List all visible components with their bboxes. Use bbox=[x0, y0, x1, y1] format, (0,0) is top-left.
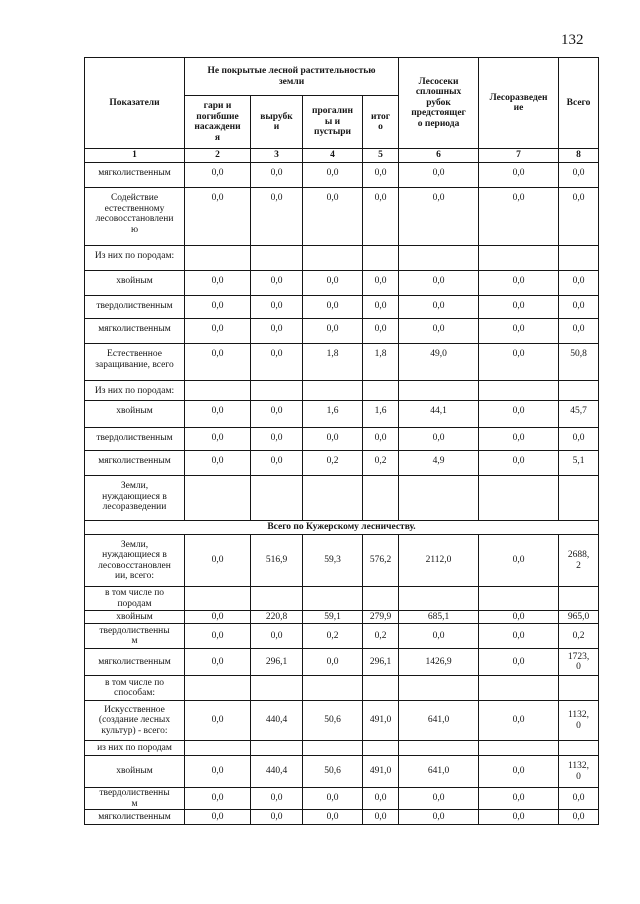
table-row bbox=[85, 741, 599, 756]
table-row bbox=[85, 451, 599, 476]
empty-cell bbox=[251, 676, 303, 701]
value-cell: 440,4 bbox=[251, 756, 303, 788]
value-cell: 491,0 bbox=[363, 701, 399, 741]
row-label: в том числе по породам bbox=[85, 587, 185, 611]
value-cell: 685,1 bbox=[399, 611, 479, 624]
table-body bbox=[85, 163, 599, 825]
value-cell: 0,0 bbox=[559, 810, 599, 825]
value-cell: 0,0 bbox=[185, 188, 251, 246]
empty-cell bbox=[303, 676, 363, 701]
column-number: 2 bbox=[185, 149, 251, 163]
value-cell: 0,0 bbox=[251, 810, 303, 825]
value-cell: 0,0 bbox=[399, 319, 479, 344]
value-cell: 0,0 bbox=[251, 188, 303, 246]
value-cell: 0,0 bbox=[399, 271, 479, 296]
value-cell: 0,0 bbox=[479, 188, 559, 246]
value-cell: 0,0 bbox=[185, 535, 251, 587]
row-label: твердолиственным bbox=[85, 296, 185, 319]
value-cell: 0,0 bbox=[399, 163, 479, 188]
empty-cell bbox=[479, 741, 559, 756]
row-label: твердолиственны м bbox=[85, 624, 185, 649]
value-cell: 0,0 bbox=[251, 428, 303, 451]
section-heading: Всего по Кужерскому лесничеству. bbox=[85, 521, 599, 535]
value-cell: 0,0 bbox=[363, 188, 399, 246]
value-cell: 0,0 bbox=[303, 810, 363, 825]
row-label: мягколиственным bbox=[85, 163, 185, 188]
header-row bbox=[85, 58, 599, 96]
value-cell: 0,0 bbox=[399, 428, 479, 451]
column-number: 4 bbox=[303, 149, 363, 163]
empty-cell bbox=[559, 246, 599, 271]
value-cell: 0,0 bbox=[251, 451, 303, 476]
table-row bbox=[85, 701, 599, 741]
empty-cell bbox=[363, 741, 399, 756]
value-cell: 0,0 bbox=[363, 788, 399, 810]
header-burnt-stands: гари и погибшие насаждени я bbox=[185, 96, 251, 149]
empty-cell bbox=[479, 476, 559, 521]
table-row bbox=[85, 188, 599, 246]
empty-cell bbox=[251, 476, 303, 521]
value-cell: 0,0 bbox=[303, 428, 363, 451]
table-row bbox=[85, 476, 599, 521]
value-cell: 0,0 bbox=[363, 163, 399, 188]
value-cell: 0,0 bbox=[559, 271, 599, 296]
empty-cell bbox=[399, 676, 479, 701]
value-cell: 0,0 bbox=[303, 296, 363, 319]
value-cell: 0,0 bbox=[479, 701, 559, 741]
value-cell: 491,0 bbox=[363, 756, 399, 788]
table-row bbox=[85, 163, 599, 188]
table-row bbox=[85, 271, 599, 296]
header-subtotal: итог о bbox=[363, 96, 399, 149]
value-cell: 0,0 bbox=[185, 649, 251, 676]
value-cell: 0,0 bbox=[559, 319, 599, 344]
table-row bbox=[85, 611, 599, 624]
row-label: Искусственное (создание лесных культур) - всего: bbox=[85, 701, 185, 741]
table-row bbox=[85, 756, 599, 788]
table-row bbox=[85, 428, 599, 451]
value-cell: 0,0 bbox=[363, 271, 399, 296]
value-cell: 0,0 bbox=[303, 163, 363, 188]
empty-cell bbox=[251, 246, 303, 271]
table-row bbox=[85, 535, 599, 587]
value-cell: 1,6 bbox=[363, 401, 399, 428]
row-label: Из них по породам: bbox=[85, 246, 185, 271]
value-cell: 0,2 bbox=[303, 451, 363, 476]
row-label: мягколиственным bbox=[85, 451, 185, 476]
value-cell: 0,0 bbox=[251, 271, 303, 296]
value-cell: 440,4 bbox=[251, 701, 303, 741]
value-cell: 516,9 bbox=[251, 535, 303, 587]
value-cell: 4,9 bbox=[399, 451, 479, 476]
value-cell: 45,7 bbox=[559, 401, 599, 428]
value-cell: 0,0 bbox=[303, 188, 363, 246]
value-cell: 296,1 bbox=[251, 649, 303, 676]
value-cell: 0,0 bbox=[479, 451, 559, 476]
table-row bbox=[85, 649, 599, 676]
value-cell: 0,0 bbox=[363, 810, 399, 825]
table-row bbox=[85, 296, 599, 319]
value-cell: 641,0 bbox=[399, 756, 479, 788]
value-cell: 1426,9 bbox=[399, 649, 479, 676]
empty-cell bbox=[185, 587, 251, 611]
empty-cell bbox=[559, 381, 599, 401]
header-total: Всего bbox=[559, 58, 599, 149]
value-cell: 50,6 bbox=[303, 701, 363, 741]
column-number: 8 bbox=[559, 149, 599, 163]
empty-cell bbox=[479, 676, 559, 701]
header-felling-sites: Лесосеки сплошных рубок предстоящег о периода bbox=[399, 58, 479, 149]
row-label: твердолиственным bbox=[85, 428, 185, 451]
table-row bbox=[85, 246, 599, 271]
row-label: хвойным bbox=[85, 271, 185, 296]
value-cell: 965,0 bbox=[559, 611, 599, 624]
row-label: хвойным bbox=[85, 756, 185, 788]
value-cell: 0,0 bbox=[251, 319, 303, 344]
value-cell: 0,0 bbox=[185, 296, 251, 319]
value-cell: 0,0 bbox=[185, 319, 251, 344]
value-cell: 0,0 bbox=[479, 296, 559, 319]
value-cell: 0,2 bbox=[303, 624, 363, 649]
value-cell: 0,0 bbox=[479, 428, 559, 451]
column-number: 1 bbox=[85, 149, 185, 163]
value-cell: 0,0 bbox=[479, 624, 559, 649]
page-number: 132 bbox=[561, 32, 584, 48]
empty-cell bbox=[559, 476, 599, 521]
value-cell: 0,0 bbox=[479, 810, 559, 825]
value-cell: 0,0 bbox=[479, 788, 559, 810]
empty-cell bbox=[185, 476, 251, 521]
empty-cell bbox=[185, 246, 251, 271]
row-label: из них по породам bbox=[85, 741, 185, 756]
empty-cell bbox=[399, 476, 479, 521]
value-cell: 0,0 bbox=[399, 188, 479, 246]
empty-cell bbox=[479, 246, 559, 271]
value-cell: 1132, 0 bbox=[559, 701, 599, 741]
value-cell: 576,2 bbox=[363, 535, 399, 587]
value-cell: 59,1 bbox=[303, 611, 363, 624]
header-uncovered-lands: Не покрытые лесной растительностью земли bbox=[185, 58, 399, 96]
value-cell: 641,0 bbox=[399, 701, 479, 741]
empty-cell bbox=[559, 676, 599, 701]
value-cell: 0,0 bbox=[185, 428, 251, 451]
value-cell: 0,0 bbox=[185, 344, 251, 381]
value-cell: 0,0 bbox=[185, 451, 251, 476]
value-cell: 0,0 bbox=[303, 319, 363, 344]
column-numbers-row bbox=[85, 149, 599, 163]
value-cell: 0,0 bbox=[479, 271, 559, 296]
value-cell: 0,0 bbox=[479, 611, 559, 624]
row-label: мягколиственным bbox=[85, 319, 185, 344]
value-cell: 0,0 bbox=[559, 428, 599, 451]
header-glades: прогалин ы и пустыри bbox=[303, 96, 363, 149]
row-label: мягколиственным bbox=[85, 810, 185, 825]
value-cell: 44,1 bbox=[399, 401, 479, 428]
row-label: Естественное заращивание, всего bbox=[85, 344, 185, 381]
value-cell: 2112,0 bbox=[399, 535, 479, 587]
empty-cell bbox=[185, 676, 251, 701]
value-cell: 0,0 bbox=[399, 624, 479, 649]
empty-cell bbox=[303, 741, 363, 756]
empty-cell bbox=[303, 587, 363, 611]
value-cell: 0,0 bbox=[251, 401, 303, 428]
value-cell: 50,6 bbox=[303, 756, 363, 788]
row-label: Земли, нуждающиеся в лесовосстановлен ии, всего: bbox=[85, 535, 185, 587]
value-cell: 0,0 bbox=[479, 535, 559, 587]
section-row bbox=[85, 521, 599, 535]
header-indicators: Показатели bbox=[85, 58, 185, 149]
value-cell: 0,2 bbox=[363, 451, 399, 476]
value-cell: 0,2 bbox=[559, 624, 599, 649]
value-cell: 0,0 bbox=[363, 428, 399, 451]
empty-cell bbox=[399, 381, 479, 401]
value-cell: 0,0 bbox=[185, 788, 251, 810]
value-cell: 279,9 bbox=[363, 611, 399, 624]
value-cell: 0,0 bbox=[303, 788, 363, 810]
empty-cell bbox=[303, 381, 363, 401]
empty-cell bbox=[251, 587, 303, 611]
table-row bbox=[85, 810, 599, 825]
row-label: хвойным bbox=[85, 401, 185, 428]
value-cell: 0,0 bbox=[303, 649, 363, 676]
row-label: мягколиственным bbox=[85, 649, 185, 676]
empty-cell bbox=[363, 381, 399, 401]
row-label: Содействие естественному лесовосстановлени ю bbox=[85, 188, 185, 246]
value-cell: 0,0 bbox=[363, 319, 399, 344]
value-cell: 5,1 bbox=[559, 451, 599, 476]
forest-indicators-table bbox=[84, 57, 599, 825]
table-row bbox=[85, 624, 599, 649]
value-cell: 296,1 bbox=[363, 649, 399, 676]
empty-cell bbox=[363, 587, 399, 611]
value-cell: 0,0 bbox=[251, 788, 303, 810]
value-cell: 0,0 bbox=[185, 810, 251, 825]
table-row bbox=[85, 319, 599, 344]
value-cell: 0,0 bbox=[399, 788, 479, 810]
row-label: Из них по породам: bbox=[85, 381, 185, 401]
value-cell: 0,0 bbox=[185, 163, 251, 188]
empty-cell bbox=[303, 476, 363, 521]
column-number: 6 bbox=[399, 149, 479, 163]
table-row bbox=[85, 788, 599, 810]
value-cell: 0,0 bbox=[559, 788, 599, 810]
value-cell: 0,0 bbox=[251, 344, 303, 381]
column-number: 7 bbox=[479, 149, 559, 163]
header-clearings: вырубк и bbox=[251, 96, 303, 149]
table-row bbox=[85, 381, 599, 401]
table-row bbox=[85, 401, 599, 428]
value-cell: 0,0 bbox=[185, 756, 251, 788]
empty-cell bbox=[251, 741, 303, 756]
value-cell: 0,0 bbox=[399, 296, 479, 319]
table-row bbox=[85, 344, 599, 381]
value-cell: 0,0 bbox=[185, 611, 251, 624]
empty-cell bbox=[479, 587, 559, 611]
value-cell: 0,0 bbox=[185, 271, 251, 296]
empty-cell bbox=[303, 246, 363, 271]
value-cell: 0,0 bbox=[479, 163, 559, 188]
value-cell: 0,0 bbox=[559, 163, 599, 188]
value-cell: 1132, 0 bbox=[559, 756, 599, 788]
value-cell: 0,0 bbox=[251, 624, 303, 649]
empty-cell bbox=[185, 741, 251, 756]
value-cell: 50,8 bbox=[559, 344, 599, 381]
empty-cell bbox=[363, 676, 399, 701]
value-cell: 0,0 bbox=[479, 756, 559, 788]
value-cell: 0,0 bbox=[399, 810, 479, 825]
empty-cell bbox=[185, 381, 251, 401]
value-cell: 0,0 bbox=[185, 401, 251, 428]
empty-cell bbox=[363, 246, 399, 271]
empty-cell bbox=[559, 587, 599, 611]
empty-cell bbox=[363, 476, 399, 521]
value-cell: 49,0 bbox=[399, 344, 479, 381]
value-cell: 0,0 bbox=[185, 701, 251, 741]
value-cell: 1723, 0 bbox=[559, 649, 599, 676]
row-label: хвойным bbox=[85, 611, 185, 624]
value-cell: 1,6 bbox=[303, 401, 363, 428]
header-afforestation: Лесоразведен ие bbox=[479, 58, 559, 149]
value-cell: 0,0 bbox=[363, 296, 399, 319]
empty-cell bbox=[399, 587, 479, 611]
table-row bbox=[85, 676, 599, 701]
value-cell: 0,0 bbox=[185, 624, 251, 649]
table-header bbox=[85, 58, 599, 163]
value-cell: 0,0 bbox=[251, 163, 303, 188]
empty-cell bbox=[479, 381, 559, 401]
empty-cell bbox=[399, 246, 479, 271]
empty-cell bbox=[559, 741, 599, 756]
row-label: твердолиственны м bbox=[85, 788, 185, 810]
value-cell: 59,3 bbox=[303, 535, 363, 587]
table-row bbox=[85, 587, 599, 611]
value-cell: 0,0 bbox=[303, 271, 363, 296]
column-number: 3 bbox=[251, 149, 303, 163]
value-cell: 0,0 bbox=[479, 649, 559, 676]
value-cell: 220,8 bbox=[251, 611, 303, 624]
value-cell: 0,0 bbox=[251, 296, 303, 319]
value-cell: 0,0 bbox=[559, 296, 599, 319]
value-cell: 0,0 bbox=[479, 344, 559, 381]
row-label: в том числе по способам: bbox=[85, 676, 185, 701]
value-cell: 0,0 bbox=[559, 188, 599, 246]
value-cell: 0,0 bbox=[479, 401, 559, 428]
value-cell: 1,8 bbox=[303, 344, 363, 381]
column-number: 5 bbox=[363, 149, 399, 163]
row-label: Земли, нуждающиеся в лесоразведении bbox=[85, 476, 185, 521]
value-cell: 0,0 bbox=[479, 319, 559, 344]
empty-cell bbox=[399, 741, 479, 756]
value-cell: 2688, 2 bbox=[559, 535, 599, 587]
empty-cell bbox=[251, 381, 303, 401]
value-cell: 1,8 bbox=[363, 344, 399, 381]
value-cell: 0,2 bbox=[363, 624, 399, 649]
